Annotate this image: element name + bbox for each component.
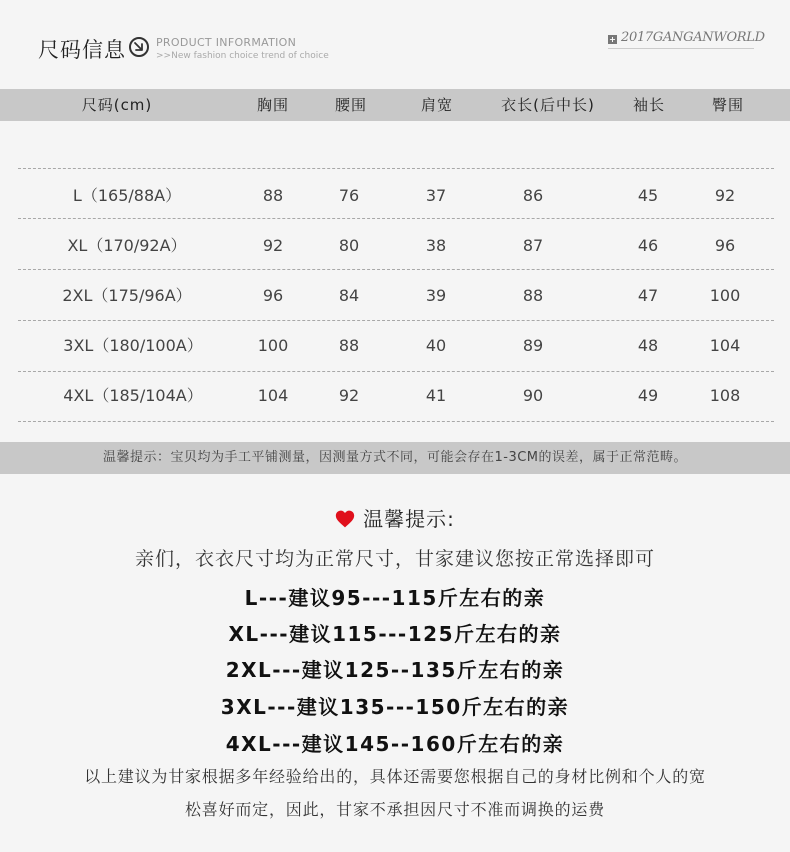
size-suggestion: 3XL---建议135---150斤左右的亲 bbox=[220, 695, 570, 719]
section-title: 尺码信息 bbox=[38, 38, 126, 62]
column-header-sleeve: 袖长 bbox=[632, 96, 666, 114]
sleeve-cell: 47 bbox=[637, 286, 659, 305]
section-tagline-en: >>New fashion choice trend of choice bbox=[156, 51, 329, 61]
length-cell: 86 bbox=[522, 186, 544, 205]
column-header-chest: 胸围 bbox=[256, 96, 290, 114]
column-header-length: 衣长(后中长) bbox=[501, 96, 595, 114]
hip-cell: 92 bbox=[714, 186, 736, 205]
column-header-shoulder: 肩宽 bbox=[420, 96, 454, 114]
notice-heading bbox=[0, 503, 790, 532]
table-row bbox=[0, 221, 790, 271]
measurement-tip: 温馨提示：宝贝均为手工平铺测量，因测量方式不同，可能会存在1-3CM的误差，属于正常范畴。 bbox=[0, 442, 790, 474]
waist-cell: 76 bbox=[338, 186, 360, 205]
chest-cell: 104 bbox=[257, 386, 289, 405]
column-header-hip: 臀围 bbox=[711, 96, 745, 114]
table-divider bbox=[18, 218, 774, 219]
column-header-size: 尺码(cm) bbox=[81, 96, 153, 114]
length-cell: 90 bbox=[522, 386, 544, 405]
size-cell: 2XL（175/96A） bbox=[62, 286, 192, 305]
size-suggestion: 2XL---建议125--135斤左右的亲 bbox=[225, 658, 565, 682]
hip-cell: 108 bbox=[709, 386, 741, 405]
size-suggestion: L---建议95---115斤左右的亲 bbox=[244, 586, 546, 610]
length-cell: 88 bbox=[522, 286, 544, 305]
notice-footnote-line-1: 以上建议为甘家根据多年经验给出的，具体还需要您根据自己的身材比例和个人的宽 bbox=[84, 767, 706, 786]
waist-cell: 84 bbox=[338, 286, 360, 305]
size-suggestion: XL---建议115---125斤左右的亲 bbox=[228, 622, 562, 646]
waist-cell: 88 bbox=[338, 336, 360, 355]
size-cell: 4XL（185/104A） bbox=[63, 386, 203, 405]
hip-cell: 100 bbox=[709, 286, 741, 305]
notice-footnote-line-2: 松喜好而定，因此，甘家不承担因尺寸不准而调换的运费 bbox=[184, 800, 605, 819]
sleeve-cell: 49 bbox=[637, 386, 659, 405]
heart-icon bbox=[335, 509, 355, 529]
table-divider bbox=[18, 269, 774, 270]
chest-cell: 92 bbox=[262, 236, 284, 255]
hip-cell: 96 bbox=[714, 236, 736, 255]
chest-cell: 100 bbox=[257, 336, 289, 355]
column-header-waist: 腰围 bbox=[334, 96, 368, 114]
shoulder-cell: 39 bbox=[425, 286, 447, 305]
length-cell: 87 bbox=[522, 236, 544, 255]
shoulder-cell: 37 bbox=[425, 186, 447, 205]
table-divider bbox=[18, 421, 774, 422]
sleeve-cell: 45 bbox=[637, 186, 659, 205]
brand-underline bbox=[608, 48, 754, 49]
length-cell: 89 bbox=[522, 336, 544, 355]
shoulder-cell: 38 bbox=[425, 236, 447, 255]
waist-cell: 80 bbox=[338, 236, 360, 255]
table-row bbox=[0, 271, 790, 321]
size-cell: L（165/88A） bbox=[72, 186, 182, 205]
shoulder-cell: 40 bbox=[425, 336, 447, 355]
table-divider bbox=[18, 168, 774, 169]
chest-cell: 96 bbox=[262, 286, 284, 305]
arrow-down-right-icon bbox=[129, 37, 149, 57]
size-cell: XL（170/92A） bbox=[67, 236, 187, 255]
table-row bbox=[0, 371, 790, 421]
notice-heading-text: 温馨提示: bbox=[363, 507, 455, 531]
size-table-header bbox=[0, 89, 790, 121]
notice-intro: 亲们，衣衣尺寸均为正常尺寸，甘家建议您按正常选择即可 bbox=[134, 548, 655, 570]
size-cell: 3XL（180/100A） bbox=[63, 336, 203, 355]
shoulder-cell: 41 bbox=[425, 386, 447, 405]
hip-cell: 104 bbox=[709, 336, 741, 355]
section-subtitle-en: PRODUCT INFORMATION bbox=[156, 36, 297, 49]
sleeve-cell: 48 bbox=[637, 336, 659, 355]
sleeve-cell: 46 bbox=[637, 236, 659, 255]
chest-cell: 88 bbox=[262, 186, 284, 205]
size-suggestion: 4XL---建议145--160斤左右的亲 bbox=[225, 732, 565, 756]
brand-name: 2017GANGANWORLD bbox=[621, 30, 765, 45]
plus-icon: + bbox=[609, 35, 616, 44]
table-row bbox=[0, 171, 790, 221]
waist-cell: 92 bbox=[338, 386, 360, 405]
table-row bbox=[0, 321, 790, 371]
